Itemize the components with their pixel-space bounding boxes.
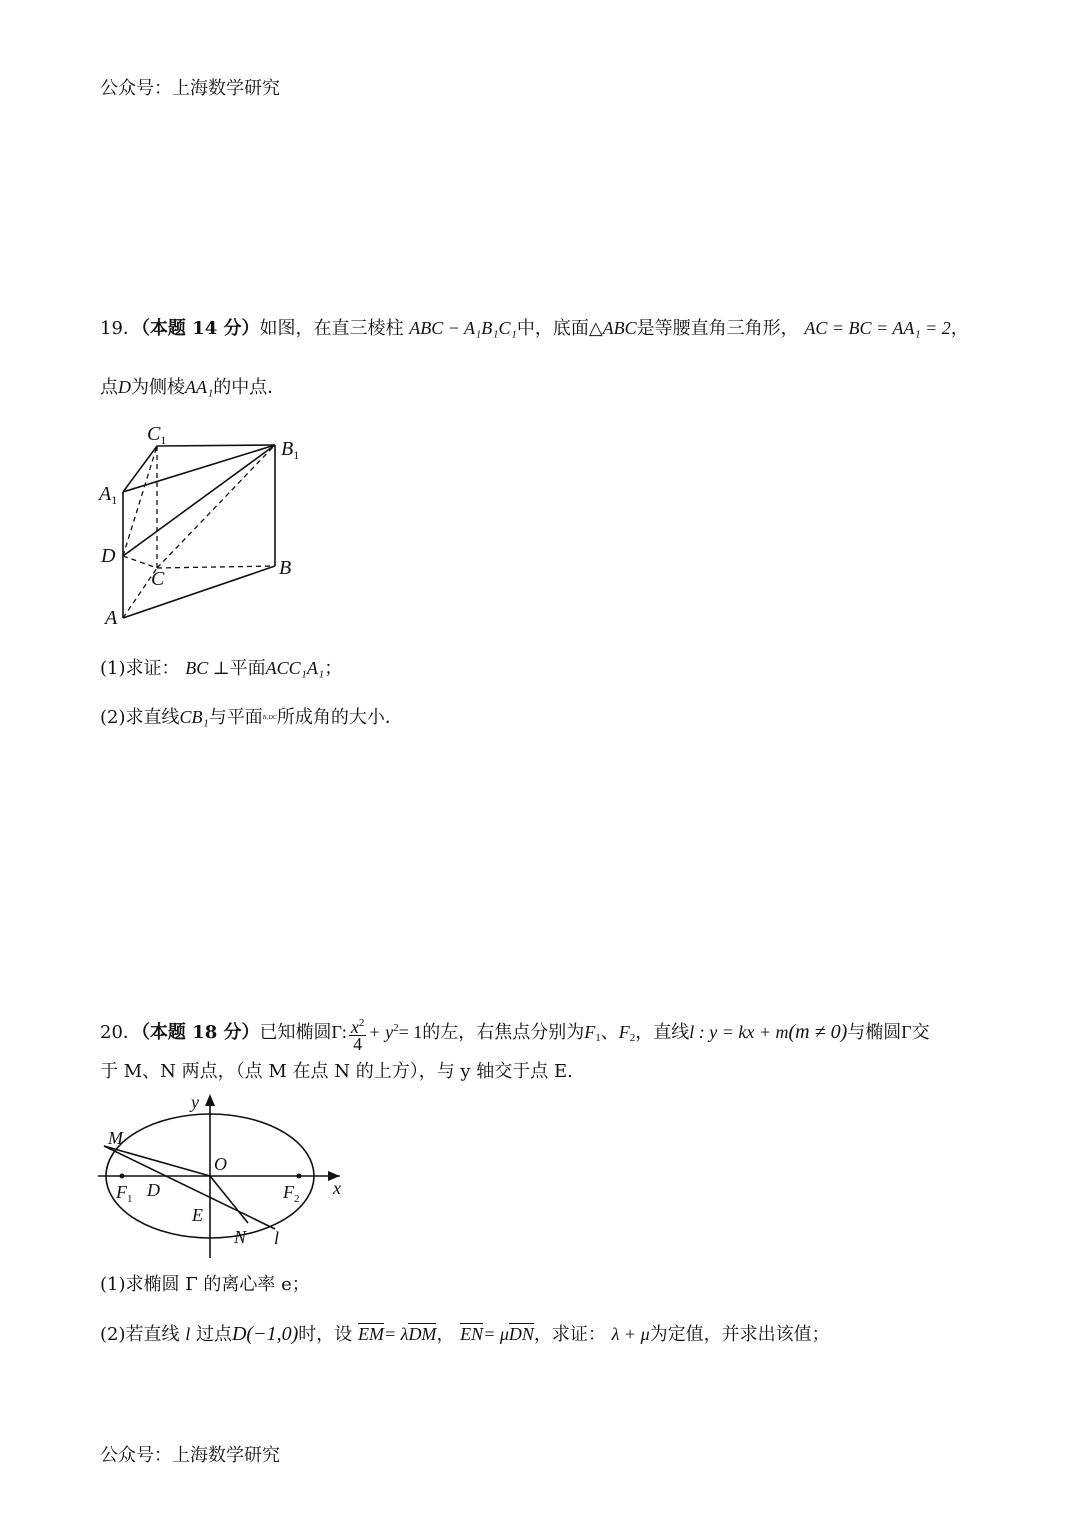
q20-stem-e: 交 [911, 1022, 930, 1043]
q20-part2-l: l [185, 1324, 191, 1344]
label-l: l [274, 1228, 280, 1248]
segment-d-c [123, 556, 157, 568]
q19-prism: ABC − A₁B₁C₁ [409, 318, 517, 338]
q20-eq-lambda: = λ [383, 1324, 409, 1344]
q20-part1: (1)求椭圆 Γ 的离心率 e； [100, 1274, 310, 1295]
focus-f2 [297, 1174, 302, 1179]
q19-line2-b: 为侧棱 [131, 377, 185, 398]
q20-plus-y: + y [368, 1022, 394, 1042]
label-o: O [214, 1154, 227, 1174]
label-d: D [101, 545, 116, 567]
q19-line2-c: 的中点． [213, 377, 286, 398]
q20-vec-dn: DN [508, 1324, 534, 1344]
q20-vec-en: EN [460, 1324, 484, 1344]
q20-eq-one: = 1 [398, 1022, 423, 1042]
footer-watermark: 公众号：上海数学研究 [100, 1445, 280, 1466]
q19-line2-a: 点 [100, 377, 118, 398]
label-a: A [105, 607, 118, 629]
edge-c-b [157, 566, 275, 568]
q20-stem-line2: 于 M、N 两点，（点 M 在点 N 的上方），与 y 轴交于点 E. [100, 1061, 573, 1082]
q20-stem-c: ，直线 [635, 1022, 690, 1043]
q20-part2-a: 过点 [195, 1324, 232, 1345]
q20-part2-c: ，求证： [533, 1324, 606, 1345]
q20-part2-b: 时，设 [298, 1324, 353, 1345]
q20-ellipse-figure [92, 1088, 362, 1260]
q19-part2-plane: B₁DC [262, 715, 277, 721]
header-watermark: 公众号：上海数学研究 [100, 78, 280, 99]
q20-part2-d: 为定值，并求出该值； [649, 1324, 830, 1345]
label-a1: $A_1$ [99, 483, 118, 507]
q20-part2-prefix: (2)若直线 [100, 1324, 180, 1345]
q19-part1-prefix: (1)求证： [100, 658, 180, 679]
q20-comma: ， [436, 1324, 455, 1345]
q20-f1-sub: 1 [595, 1032, 601, 1044]
q20-sum: λ + μ [611, 1324, 650, 1344]
q20-gamma: Γ [331, 1022, 342, 1042]
y-axis-arrow [205, 1094, 215, 1106]
q20-f1: F [584, 1022, 596, 1042]
label-y: y [191, 1092, 199, 1112]
q20-fraction [349, 1015, 367, 1052]
label-b1: $B_1$ [281, 438, 300, 462]
q20-f2: F [618, 1022, 630, 1042]
q20-stem-d: 与椭圆 [847, 1022, 902, 1043]
label-e: E [192, 1205, 203, 1225]
edge-a1-c1 [123, 446, 157, 492]
q19-prism-figure [95, 418, 315, 630]
q19-point-d: D [118, 377, 131, 397]
segment-d-c1 [123, 446, 157, 556]
label-d: D [147, 1180, 160, 1200]
q19-part2-mid: 与平面 [208, 707, 263, 728]
q20-y-sup: 2 [393, 1022, 399, 1034]
q19-number: 19． [100, 318, 141, 339]
label-f2: $F_2$ [283, 1182, 300, 1205]
q20-line-l: l : y = kx + m [689, 1022, 789, 1042]
q20-vec-em: EM [357, 1324, 384, 1344]
q19-part1 [100, 656, 342, 681]
q20-vec-dm: DM [408, 1324, 437, 1344]
q20-colon: : [341, 1022, 347, 1042]
q19-stem-a: 如图，在直三棱柱 [259, 318, 404, 339]
q19-part1-mid: 平面 [229, 658, 266, 679]
q19-part1-plane: ACC₁A₁ [265, 658, 325, 678]
label-x: x [333, 1178, 341, 1198]
line-l [104, 1146, 275, 1229]
q20-frac-den: 4 [353, 1033, 363, 1054]
q19-part2-end: 所成角的大小． [276, 707, 403, 728]
q20-stem-a: 已知椭圆 [259, 1022, 332, 1043]
q19-part2-line: CB₁ [179, 707, 209, 727]
q20-score: （本题 18 分） [140, 1022, 260, 1043]
q19-condition: AC = BC = AA₁ = 2 [804, 318, 951, 338]
edge-a-b [123, 566, 275, 618]
focus-f1 [120, 1174, 125, 1179]
q19-edge: AA₁ [185, 377, 214, 397]
q19-part2 [100, 705, 403, 730]
q19-part1-expr: BC ⊥ [185, 658, 230, 678]
q19-comma: ， [950, 318, 969, 339]
q19-part1-end: ； [324, 658, 343, 679]
q19-stem-c: 是等腰直角三角形， [636, 318, 799, 339]
edge-c1-b1 [157, 445, 275, 446]
q20-number: 20． [100, 1022, 141, 1043]
label-m: M [108, 1128, 123, 1148]
q20-part2-point: D(−1,0) [231, 1323, 299, 1345]
q19-part2-prefix: (2)求直线 [100, 707, 180, 728]
q20-frac-num: $x^2$ [350, 1016, 365, 1037]
q19-triangle: ABC [602, 318, 637, 338]
label-c1: $C_1$ [147, 423, 167, 447]
q20-f2-sub: 2 [629, 1032, 636, 1044]
q20-gamma-2: Γ [901, 1022, 912, 1042]
q20-stem-b: 的左，右焦点分别为 [422, 1022, 585, 1043]
q19-stem-line2 [100, 375, 285, 400]
q20-cond: (m ≠ 0) [788, 1021, 848, 1043]
q20-eq-mu: = μ [483, 1324, 509, 1344]
q19-stem-b: 中，底面△ [516, 318, 603, 339]
label-n: N [234, 1227, 247, 1247]
q20-part2 [100, 1322, 830, 1347]
label-b: B [279, 557, 292, 579]
label-f1: $F_1$ [116, 1182, 133, 1205]
q19-stem-line1 [100, 316, 969, 341]
q20-stem-line1 [100, 1008, 930, 1058]
label-c: C [151, 568, 165, 590]
q19-score: （本题 14 分） [140, 318, 260, 339]
q20-sep: 、 [600, 1022, 619, 1043]
